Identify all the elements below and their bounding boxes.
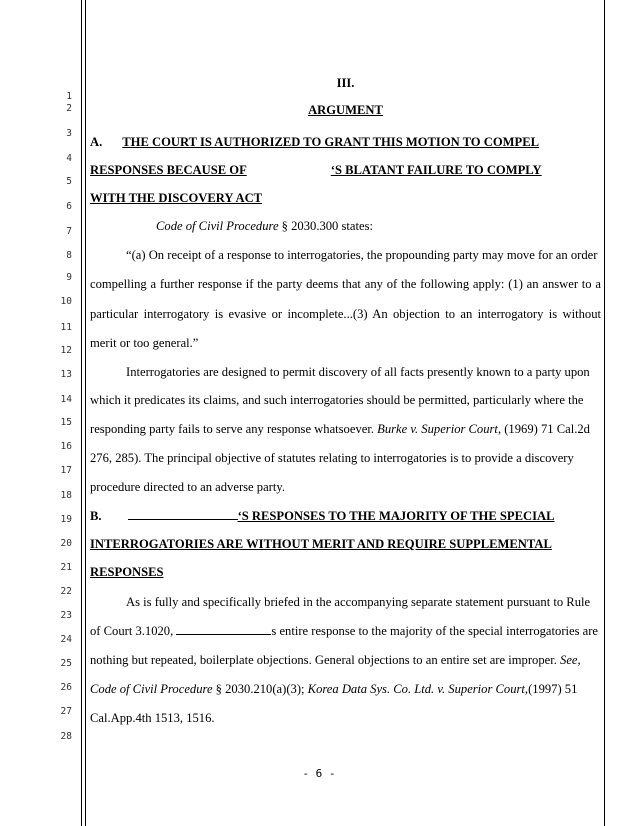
heading-a-text-2a: RESPONSES BECAUSE OF — [90, 163, 247, 177]
para1-line-4: 276, 285). The principal objective of statutes relating to interrogatories is to provide a discovery — [90, 451, 574, 465]
party-name-blank — [128, 508, 238, 520]
para2-line-1: As is fully and specifically briefed in the accompanying separate statement pursuant to Rule — [126, 595, 591, 609]
line-number: 15 — [60, 417, 72, 428]
para2-text-4b: (1997) 51 — [528, 682, 578, 696]
para1-line-3 — [90, 421, 601, 437]
para2-text-4a: § 2030.210(a)(3); — [212, 682, 308, 696]
statute-intro — [90, 218, 601, 234]
quote-line-2: compelling a further response if the party deems that any of the following apply: (1) an answer to a — [90, 277, 601, 291]
line-number: 1 — [66, 91, 72, 102]
ccp-cite: Code of Civil Procedure — [90, 682, 213, 696]
quote-line-3: particular interrogatory is evasive or incomplete...(3) An objection to an interrogatory is without — [90, 307, 601, 321]
heading-b-line-3: RESPONSES — [90, 565, 164, 579]
heading-b-label: B. — [90, 509, 102, 523]
line-number: 3 — [66, 128, 72, 139]
section-number: III. — [336, 76, 355, 90]
para2-text-3a: nothing but repeated, boilerplate objections. General objections to an entire set are improper. — [90, 653, 561, 667]
para2-line-2 — [90, 623, 601, 639]
para1-line-5: procedure directed to an adverse party. — [90, 480, 285, 494]
line-number: 21 — [60, 562, 72, 573]
heading-a-line-3: WITH THE DISCOVERY ACT — [90, 191, 263, 205]
para2-text-2b: s entire response to the majority of the special interrogatories are — [271, 624, 599, 638]
line-number: 9 — [66, 272, 72, 283]
line-number: 2 — [66, 103, 72, 114]
left-margin-rule — [81, 0, 82, 826]
para1-line-1: Interrogatories are designed to permit discovery of all facts presently known to a party upon — [126, 365, 590, 379]
line-number: 19 — [60, 514, 72, 525]
line-number: 5 — [66, 176, 72, 187]
left-margin-rule-inner — [85, 0, 86, 826]
heading-b-line-1 — [90, 508, 601, 524]
page-number: - 6 - — [302, 767, 336, 780]
line-number: 12 — [60, 345, 72, 356]
line-number: 25 — [60, 658, 72, 669]
see-signal: See, — [560, 653, 581, 667]
line-number: 11 — [60, 322, 72, 333]
para1-line-2: which it predicates its claims, and such interrogatories should be permitted, particularly where the — [90, 393, 584, 407]
line-number: 18 — [60, 490, 72, 501]
korea-data-cite: Korea Data Sys. Co. Ltd. v. Superior Court, — [307, 682, 529, 696]
heading-b-line-2: INTERROGATORIES ARE WITHOUT MERIT AND REQUIRE SUPPLEMENTAL — [90, 537, 552, 551]
heading-a-label: A. — [90, 135, 103, 149]
line-number: 4 — [66, 153, 72, 164]
heading-b-text-1: ‘S RESPONSES TO THE MAJORITY OF THE SPECIAL — [237, 509, 555, 523]
section-title: ARGUMENT — [308, 103, 383, 117]
para1-text-3a: responding party fails to serve any response whatsoever. — [90, 422, 378, 436]
heading-a-line-1 — [90, 134, 601, 150]
line-number: 23 — [60, 610, 72, 621]
para2-text-2a: of Court 3.1020, — [90, 624, 177, 638]
quote-line-1: “(a) On receipt of a response to interrogatories, the propounding party may move for an order — [126, 248, 598, 262]
line-number: 24 — [60, 634, 72, 645]
line-number: 7 — [66, 226, 72, 237]
line-number: 20 — [60, 538, 72, 549]
burke-cite: Burke v. Superior Court — [377, 422, 498, 436]
party-name-blank — [176, 623, 271, 635]
line-number: 8 — [66, 250, 72, 261]
line-number: 28 — [60, 731, 72, 742]
heading-a-line-2 — [90, 162, 601, 178]
para2-line-5: Cal.App.4th 1513, 1516. — [90, 711, 215, 725]
statute-cite: Code of Civil Procedure — [156, 219, 279, 233]
para1-text-3b: , (1969) 71 Cal.2d — [497, 422, 590, 436]
para2-line-4 — [90, 681, 601, 697]
line-number: 22 — [60, 586, 72, 597]
line-number: 26 — [60, 682, 72, 693]
quote-line-4: merit or too general.” — [90, 336, 199, 350]
line-number: 14 — [60, 394, 72, 405]
para2-line-3 — [90, 652, 601, 668]
line-number: 17 — [60, 465, 72, 476]
heading-a-text-1: THE COURT IS AUTHORIZED TO GRANT THIS MOTION TO COMPEL — [122, 135, 540, 149]
line-number: 6 — [66, 201, 72, 212]
heading-a-text-2b: ‘S BLATANT FAILURE TO COMPLY — [330, 163, 542, 177]
line-number: 10 — [60, 296, 72, 307]
line-number: 13 — [60, 369, 72, 380]
line-number: 27 — [60, 706, 72, 717]
right-margin-rule — [604, 0, 605, 826]
statute-rest: § 2030.300 states: — [278, 219, 373, 233]
line-number: 16 — [60, 441, 72, 452]
